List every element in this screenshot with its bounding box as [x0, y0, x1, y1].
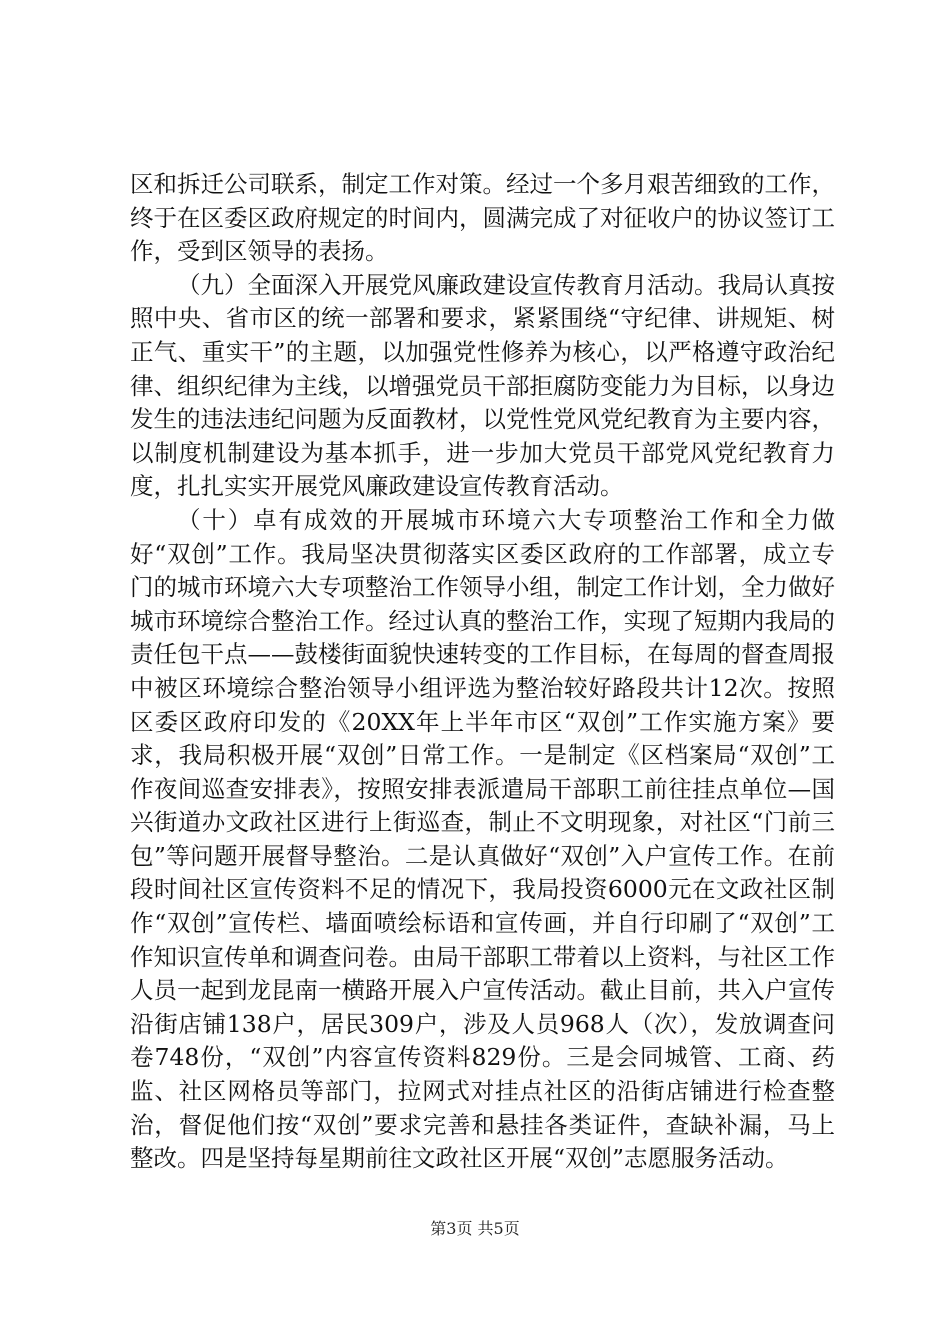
- document-body: [130, 168, 835, 1176]
- paragraph-3: （十）卓有成效的开展城市环境六大专项整治工作和全力做好“双创”工作。我局坚决贯彻落实区委区政府的工作部署，成立专门的城市环境六大专项整治工作领导小组，制定工作计划，全力做好城市环境综合整治工作。经过认真的整治工作，实现了短期内我局的责任包干点——鼓楼街面貌快速转变的工作目标，在每周的督查周报中被区环境综合整治领导小组评选为整治较好路段共计12次。按照区委区政府印发的《20XX年上半年市区“双创”工作实施方案》要求，我局积极开展“双创”日常工作。一是制定《区档案局“双创”工作夜间巡查安排表》，按照安排表派遣局干部职工前往挂点单位—国兴街道办文政社区进行上街巡查，制止不文明现象，对社区“门前三包”等问题开展督导整治。二是认真做好“双创”入户宣传工作。在前段时间社区宣传资料不足的情况下，我局投资6000元在文政社区制作“双创”宣传栏、墙面喷绘标语和宣传画，并自行印刷了“双创”工作知识宣传单和调查问卷。由局干部职工带着以上资料，与社区工作人员一起到龙昆南一横路开展入户宣传活动。截止目前，共入户宣传沿街店铺138户，居民309户，涉及人员968人（次），发放调查问卷748份，“双创”内容宣传资料829份。三是会同城管、工商、药监、社区网格员等部门，拉网式对挂点社区的沿街店铺进行检查整治，督促他们按“双创”要求完善和悬挂各类证件，查缺补漏，马上整改。四是坚持每星期前往文政社区开展“双创”志愿服务活动。: [130, 505, 835, 1173]
- page-footer: 第3页 共5页: [430, 1219, 520, 1238]
- paragraph-2: （九）全面深入开展党风廉政建设宣传教育月活动。我局认真按照中央、省市区的统一部署和要求，紧紧围绕“守纪律、讲规矩、树正气、重实干”的主题，以加强党性修养为核心，以严格遵守政治纪律、组织纪律为主线，以增强党员干部拒腐防变能力为目标，以身边发生的违法违纪问题为反面教材，以党性党风党纪教育为主要内容，以制度机制建设为基本抓手，进一步加大党员干部党风党纪教育力度，扎扎实实开展党风廉政建设宣传教育活动。: [130, 270, 835, 501]
- paragraph-1: 区和拆迁公司联系，制定工作对策。经过一个多月艰苦细致的工作，终于在区委区政府规定的时间内，圆满完成了对征收户的协议签订工作，受到区领导的表扬。: [130, 170, 835, 266]
